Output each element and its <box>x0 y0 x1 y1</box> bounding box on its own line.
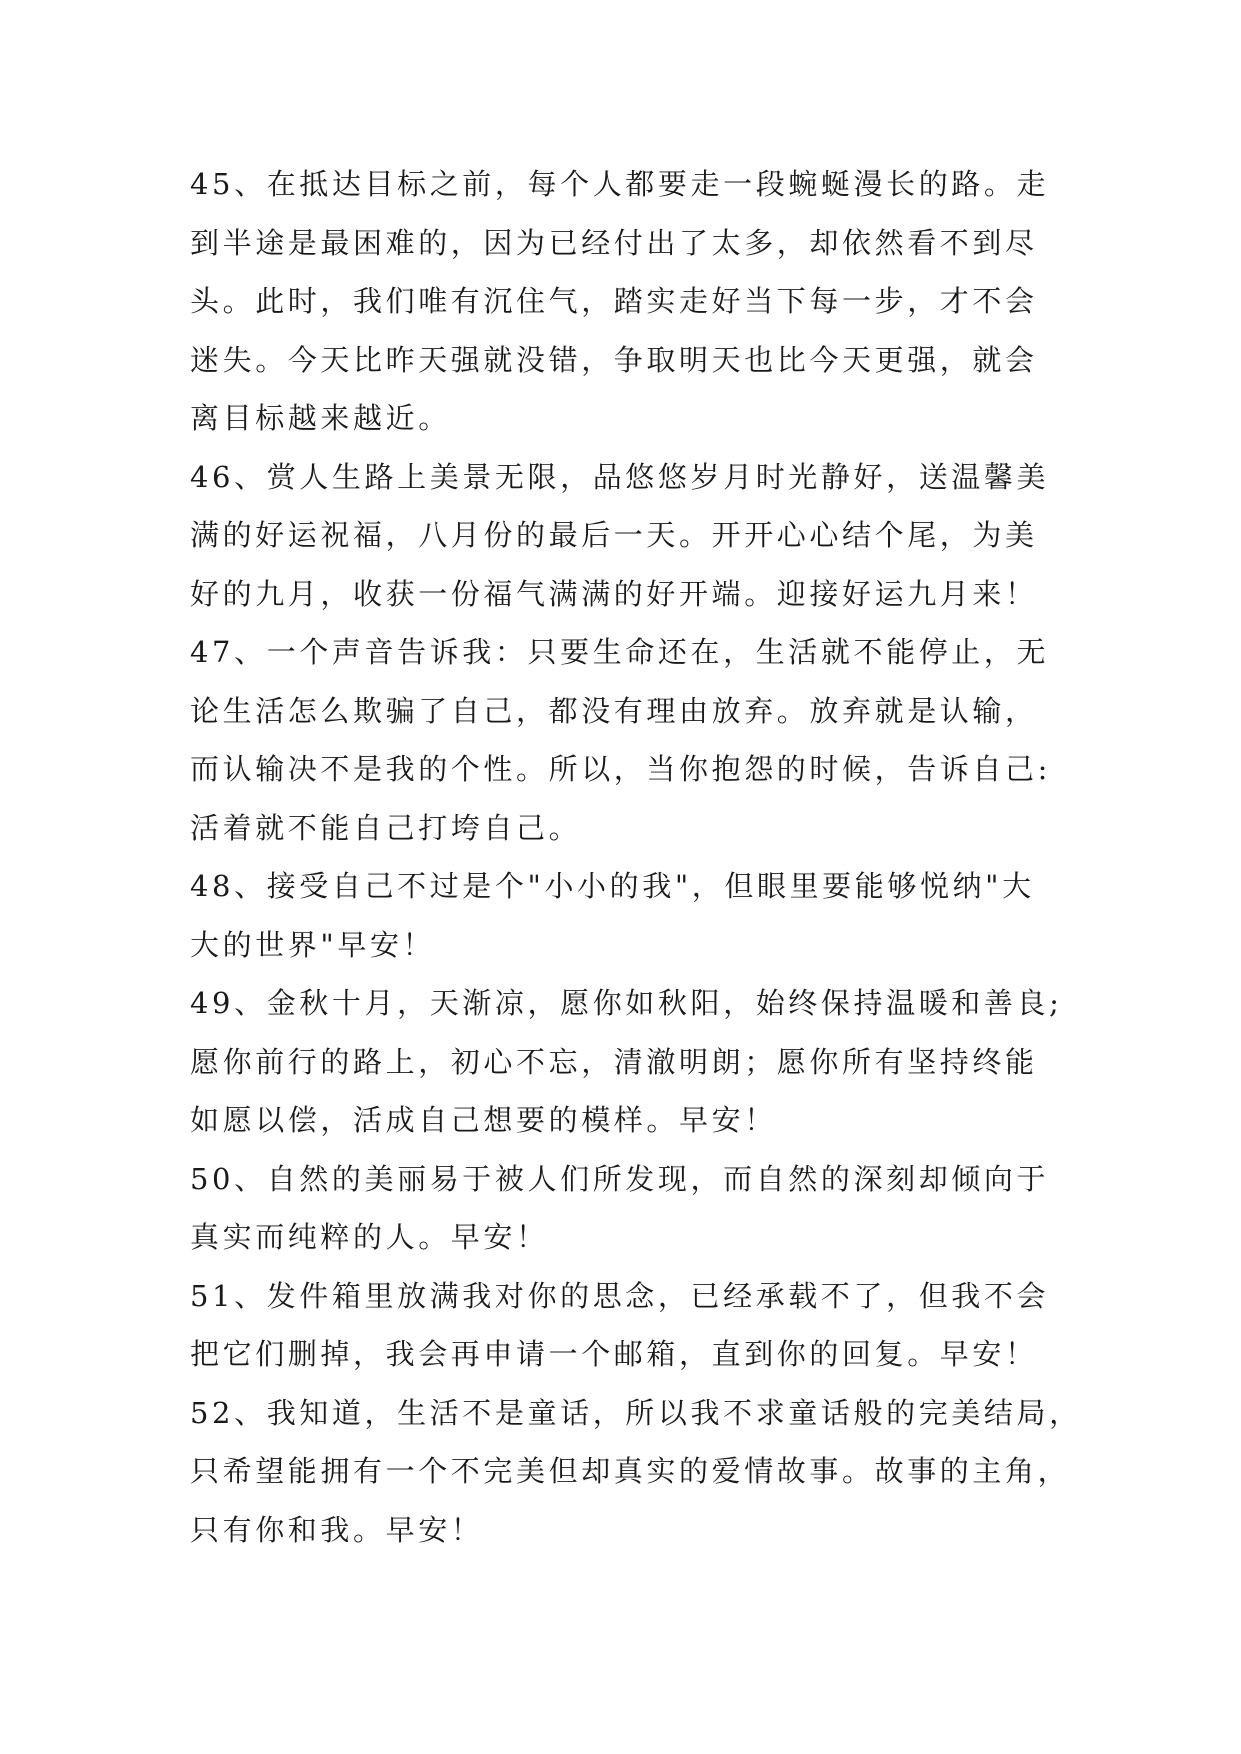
text-line: 46、赏人生路上美景无限，品悠悠岁月时光静好，送温馨美 <box>190 459 1050 494</box>
text-line: 满的好运祝福，八月份的最后一天。开开心心结个尾，为美 <box>190 518 1038 552</box>
text-line: 45、在抵达目标之前，每个人都要走一段蜿蜒漫长的路。走 <box>190 167 1050 201</box>
text-line: 49、金秋十月，天渐凉，愿你如秋阳，始终保持温暖和善良; <box>190 986 1063 1020</box>
text-line: 把它们删掉，我会再申请一个邮箱，直到你的回复。早安！ <box>190 1337 1038 1371</box>
text-line: 离目标越来越近。 <box>190 401 451 435</box>
document-body <box>190 155 1082 1559</box>
text-line: 只有你和我。早安！ <box>190 1512 484 1547</box>
text-line: 51、发件箱里放满我对你的思念，已经承载不了，但我不会 <box>190 1278 1050 1313</box>
text-line: 大的世界"早安！ <box>190 927 436 962</box>
text-line: 如愿以偿，活成自己想要的模样。早安！ <box>190 1103 777 1137</box>
text-line: 真实而纯粹的人。早安！ <box>190 1220 549 1254</box>
text-line: 到半途是最困难的，因为已经付出了太多，却依然看不到尽 <box>190 225 1038 260</box>
text-line: 50、自然的美丽易于被人们所发现，而自然的深刻却倾向于 <box>190 1161 1050 1196</box>
text-line: 好的九月，收获一份福气满满的好开端。迎接好运九月来！ <box>190 576 1038 611</box>
text-line: 愿你前行的路上，初心不忘，清澈明朗；愿你所有坚持终能 <box>190 1044 1038 1079</box>
text-line: 48、接受自己不过是个"小小的我"，但眼里要能够悦纳"大 <box>190 869 1035 903</box>
text-line: 头。此时，我们唯有沉住气，踏实走好当下每一步，才不会 <box>190 284 1038 318</box>
text-line: 迷失。今天比昨天强就没错，争取明天也比今天更强，就会 <box>190 342 1038 377</box>
text-line: 52、我知道，生活不是童话，所以我不求童话般的完美结局， <box>190 1395 1082 1430</box>
text-line: 47、一个声音告诉我：只要生命还在，生活就不能停止，无 <box>190 635 1050 669</box>
text-line: 而认输决不是我的个性。所以，当你抱怨的时候，告诉自己: <box>190 752 1051 786</box>
text-line: 论生活怎么欺骗了自己，都没有理由放弃。放弃就是认输， <box>190 693 1038 728</box>
text-line: 只希望能拥有一个不完美但却真实的爱情故事。故事的主角， <box>190 1454 1071 1488</box>
text-line: 活着就不能自己打垮自己。 <box>190 810 582 845</box>
